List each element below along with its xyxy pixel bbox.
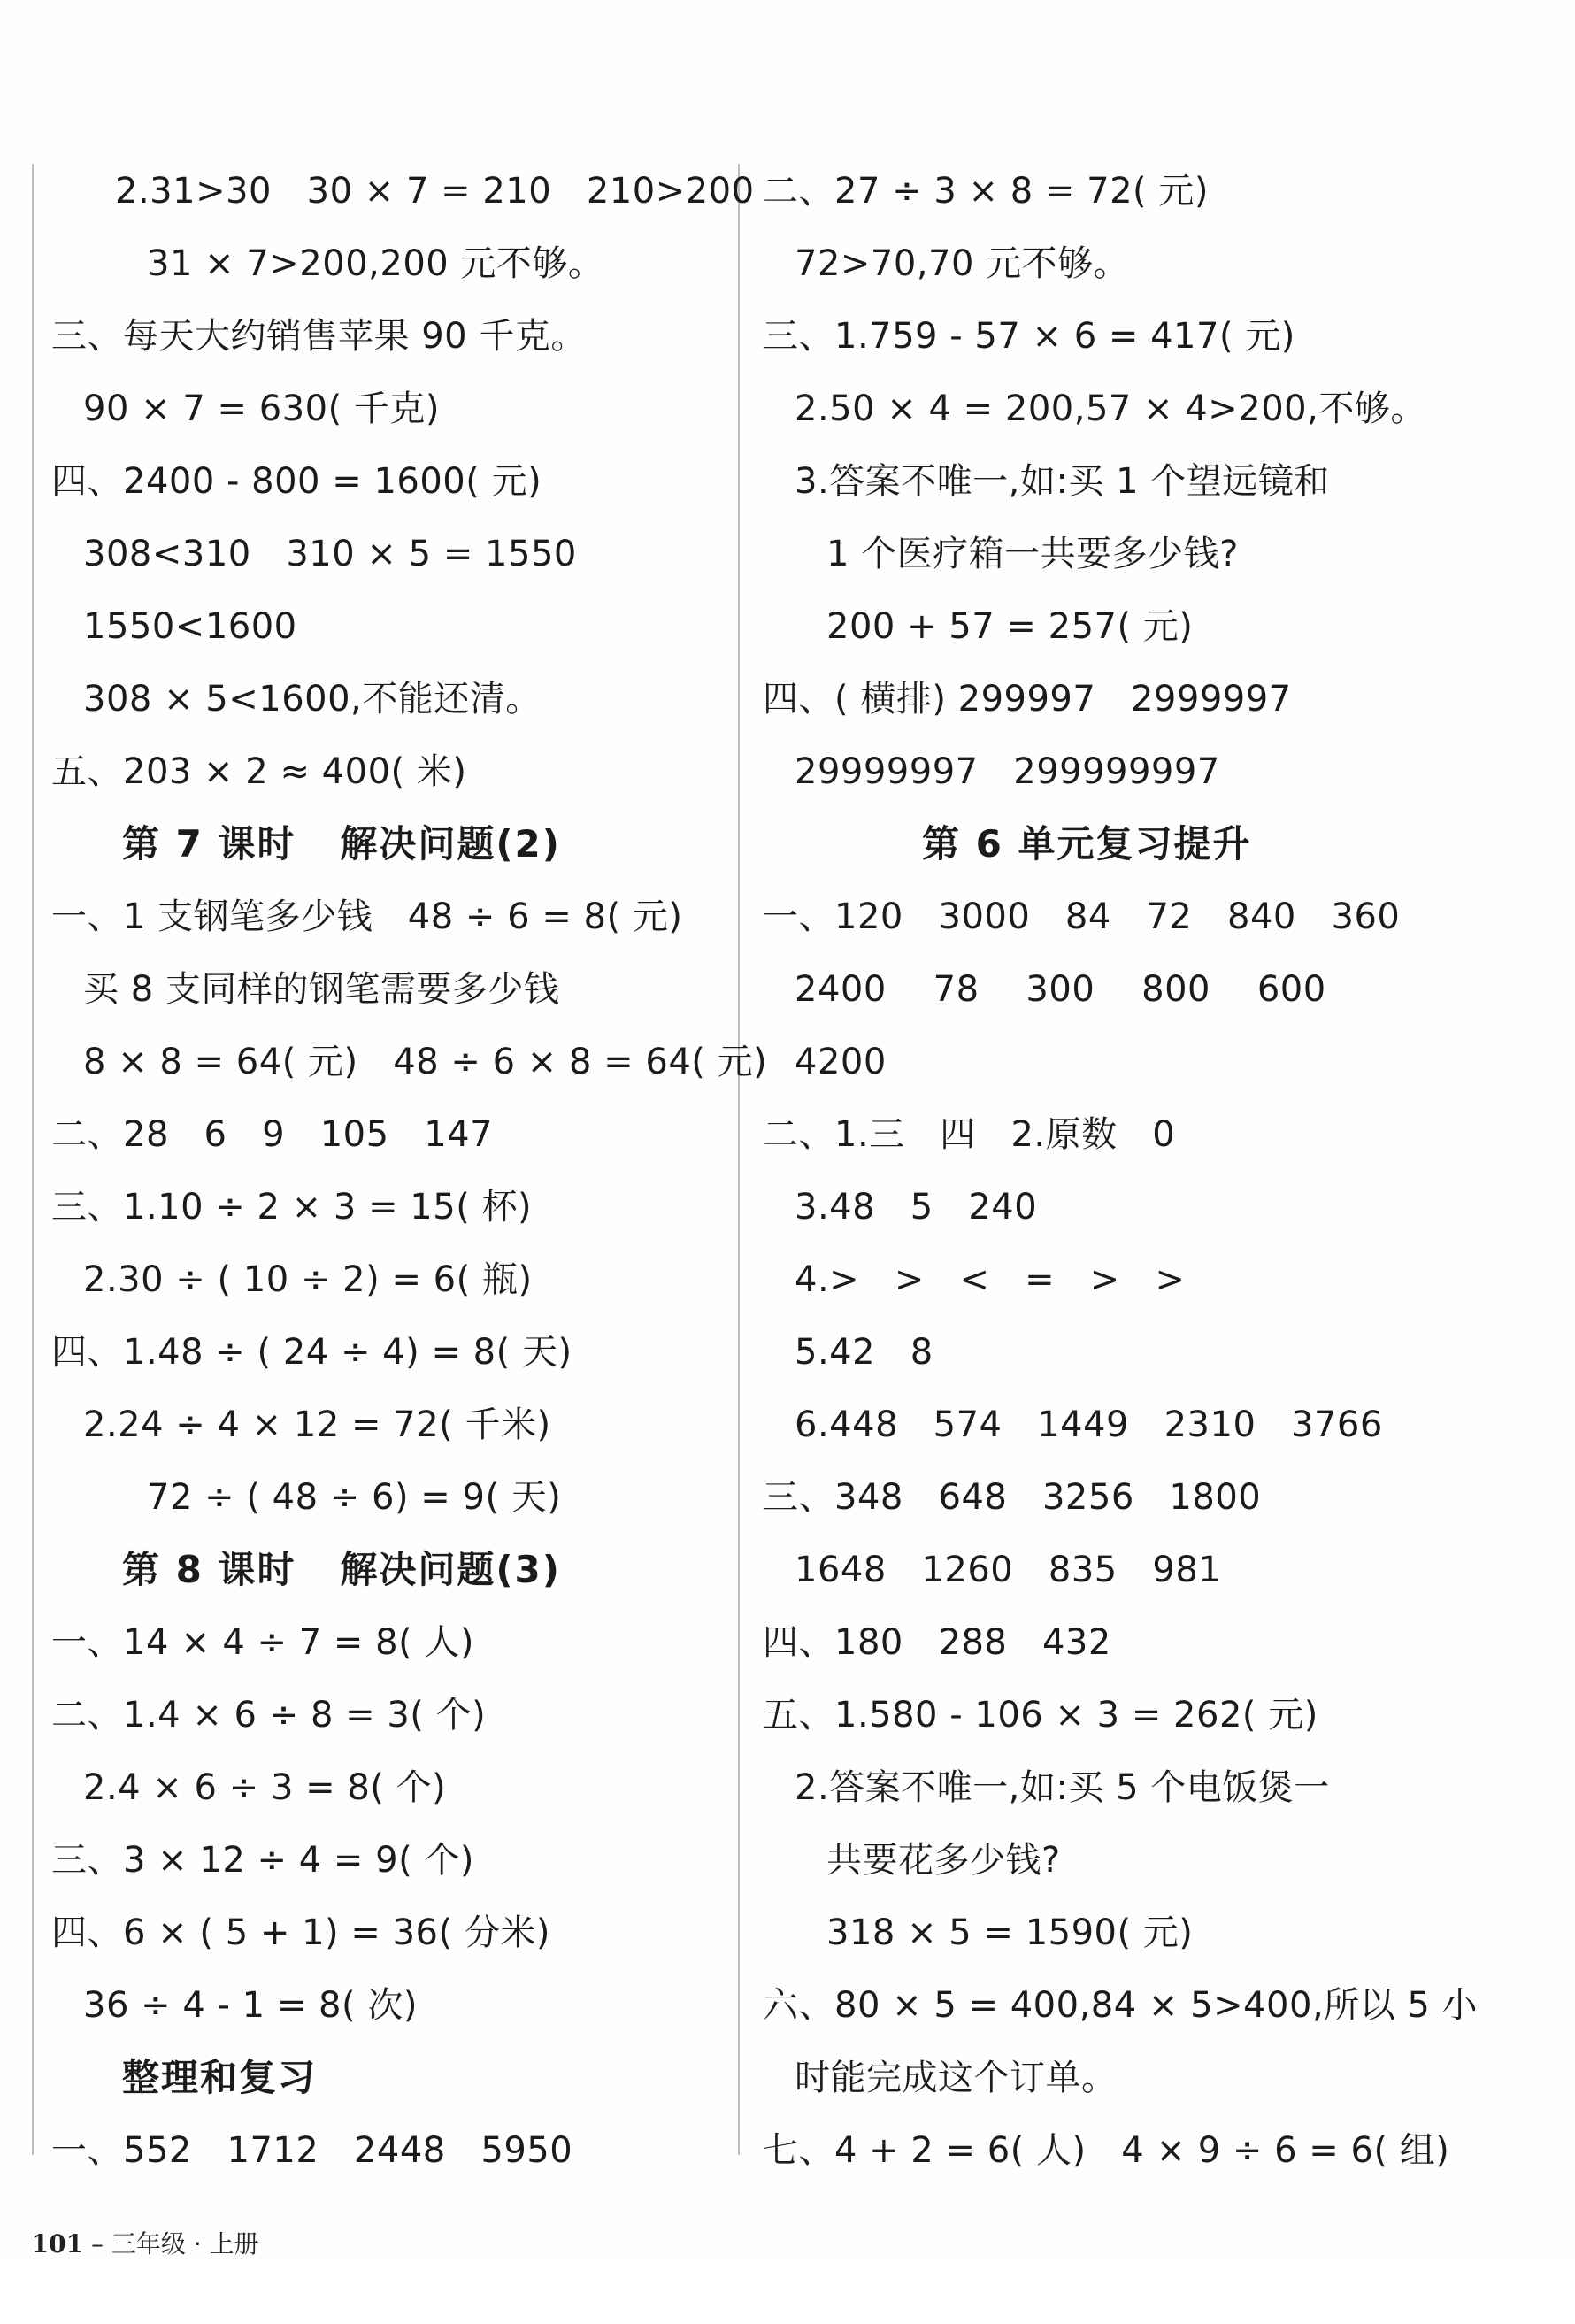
answer-line: 二、1.4 × 6 ÷ 8 = 3( 个)	[51, 1695, 487, 1735]
answer-line: 买 8 支同样的钢笔需要多少钱	[83, 969, 560, 1010]
answer-line: 三、每天大约销售苹果 90 千克。	[51, 316, 587, 357]
answer-line: 四、( 横排) 299997 2999997	[763, 679, 1292, 720]
answer-line: 8 × 8 = 64( 元) 48 ÷ 6 × 8 = 64( 元)	[83, 1042, 768, 1082]
answer-line: 一、552 1712 2448 5950	[51, 2130, 573, 2171]
answer-line: 1550<1600	[83, 606, 297, 647]
answer-line: 29999997 299999997	[795, 751, 1220, 792]
answer-line: 308<310 310 × 5 = 1550	[83, 534, 577, 574]
answer-line: 2.答案不唯一,如:买 5 个电饭煲一	[795, 1767, 1330, 1808]
answer-line: 2.50 × 4 = 200,57 × 4>200,不够。	[795, 389, 1426, 429]
answer-line: 72 ÷ ( 48 ÷ 6) = 9( 天)	[147, 1477, 562, 1518]
answer-line: 2.24 ÷ 4 × 12 = 72( 千米)	[83, 1404, 551, 1445]
answer-line: 一、1 支钢笔多少钱 48 ÷ 6 = 8( 元)	[51, 897, 683, 937]
answer-line: 31 × 7>200,200 元不够。	[147, 243, 604, 284]
answer-line: 一、14 × 4 ÷ 7 = 8( 人)	[51, 1622, 475, 1663]
answer-line: 一、120 3000 84 72 840 360	[763, 897, 1401, 937]
answer-line: 6.448 574 1449 2310 3766	[795, 1404, 1383, 1445]
answer-line: 时能完成这个订单。	[795, 2058, 1118, 2098]
answer-line: 四、2400 - 800 = 1600( 元)	[51, 461, 542, 502]
grade-label: 三年级 · 上册	[111, 2229, 259, 2259]
answer-line: 四、1.48 ÷ ( 24 ÷ 4) = 8( 天)	[51, 1332, 572, 1373]
answer-line: 七、4 + 2 = 6( 人) 4 × 9 ÷ 6 = 6( 组)	[763, 2130, 1450, 2171]
page-number: 101	[31, 2229, 84, 2259]
answer-line: 318 × 5 = 1590( 元)	[826, 1912, 1194, 1953]
answer-line: 六、80 × 5 = 400,84 × 5>400,所以 5 小	[763, 1985, 1479, 2026]
answer-line: 3.答案不唯一,如:买 1 个望远镜和	[795, 461, 1330, 502]
answer-line: 4.> > < = > >	[795, 1259, 1186, 1300]
answer-line: 2.4 × 6 ÷ 3 = 8( 个)	[83, 1767, 447, 1808]
answer-line: 2400 78 300 800 600	[795, 969, 1326, 1010]
answer-line: 三、348 648 3256 1800	[763, 1477, 1262, 1518]
answer-line: 4200	[795, 1042, 887, 1082]
answer-line: 五、203 × 2 ≈ 400( 米)	[51, 751, 467, 792]
answer-line: 四、180 288 432	[763, 1622, 1111, 1663]
answer-line: 2.31>30 30 × 7 = 210 210>200	[115, 171, 755, 212]
left-margin-rule	[32, 164, 34, 2155]
answer-line: 2.30 ÷ ( 10 ÷ 2) = 6( 瓶)	[83, 1259, 533, 1300]
answer-line: 二、28 6 9 105 147	[51, 1114, 494, 1155]
answer-line: 72>70,70 元不够。	[795, 243, 1130, 284]
answer-line: 308 × 5<1600,不能还清。	[83, 679, 542, 720]
answer-line: 1648 1260 835 981	[795, 1550, 1222, 1590]
answer-line: 共要花多少钱?	[826, 1840, 1061, 1881]
column-divider	[738, 164, 740, 2155]
answer-line: 四、6 × ( 5 + 1) = 36( 分米)	[51, 1912, 550, 1953]
answer-line: 3.48 5 240	[795, 1187, 1038, 1227]
answer-line: 5.42 8	[795, 1332, 933, 1373]
page-footer	[0, 2165, 259, 2259]
answer-line: 三、1.759 - 57 × 6 = 417( 元)	[763, 316, 1295, 357]
answer-line: 三、3 × 12 ÷ 4 = 9( 个)	[51, 1840, 475, 1881]
section-heading: 第 6 单元复习提升	[922, 822, 1252, 866]
section-heading: 第 7 课时 解决问题(2)	[122, 822, 561, 866]
answer-line: 90 × 7 = 630( 千克)	[83, 389, 441, 429]
answer-line: 1 个医疗箱一共要多少钱?	[826, 534, 1239, 574]
footer-separator: –	[83, 2229, 111, 2259]
answer-line: 三、1.10 ÷ 2 × 3 = 15( 杯)	[51, 1187, 533, 1227]
section-heading: 第 8 课时 解决问题(3)	[122, 1548, 561, 1591]
answer-line: 五、1.580 - 106 × 3 = 262( 元)	[763, 1695, 1318, 1735]
answer-line: 二、1.三 四 2.原数 0	[763, 1114, 1176, 1155]
answer-line: 36 ÷ 4 - 1 = 8( 次)	[83, 1985, 418, 2026]
section-heading: 整理和复习	[122, 2056, 318, 2099]
answer-line: 二、27 ÷ 3 × 8 = 72( 元)	[763, 171, 1209, 212]
answer-line: 200 + 57 = 257( 元)	[826, 606, 1194, 647]
